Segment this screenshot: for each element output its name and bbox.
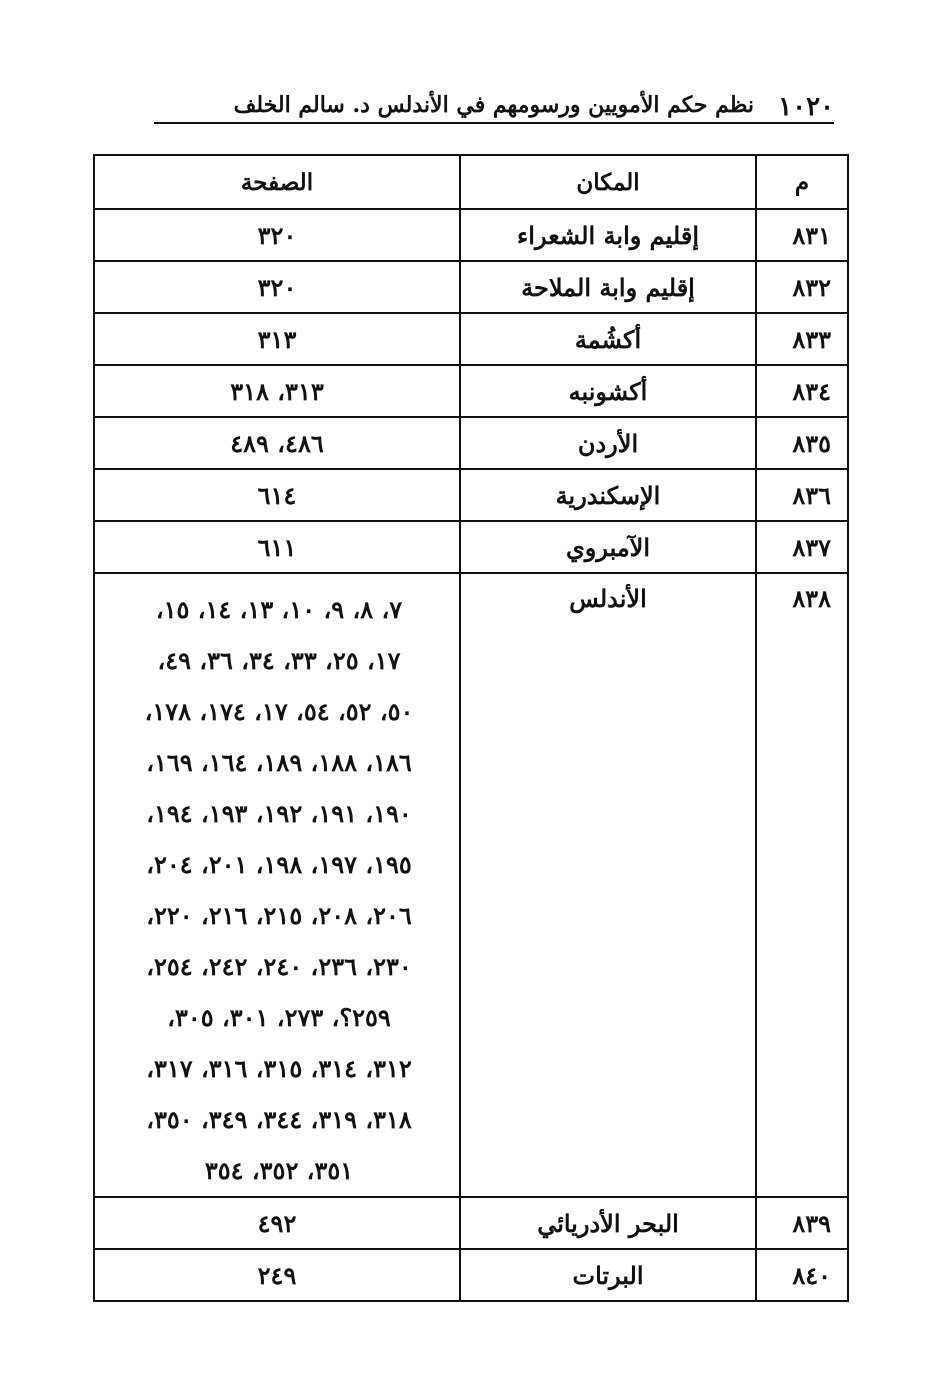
page-refs-line: ٥٠، ٥٢، ٥٤، ١٧، ١٧٤، ١٧٨، [144,697,414,726]
place-name: أكشُمة [460,313,756,365]
page-refs: ٦١١ [94,521,460,573]
column-header-place: المكان [460,155,756,209]
page-refs: ٣٢٠ [94,209,460,261]
table-row [94,313,848,365]
page-refs: ٣١٣، ٣١٨ [94,365,460,417]
page-refs: ٤٨٦، ٤٨٩ [94,417,460,469]
place-name: أكشونبه [460,365,756,417]
page-refs: ٣١٣ [94,313,460,365]
page-refs: ٦١٤ [94,469,460,521]
row-number: ٨٣٢ [756,261,848,313]
page-refs-line: ٢٥٩؟، ٢٧٣، ٣٠١، ٣٠٥، [167,1003,391,1032]
page-number: ١٠٢٠ [778,92,834,122]
page-refs-line: ٧، ٨، ٩، ١٠، ١٣، ١٤، ١٥، [155,595,403,624]
place-name: إقليم وابة الملاحة [460,261,756,313]
table-header-row [94,155,848,209]
places-index-table [93,154,849,1302]
row-number: ٨٣٤ [756,365,848,417]
row-number: ٨٤٠ [756,1249,848,1301]
row-number: ٨٣٩ [756,1197,848,1249]
place-name: البرتات [460,1249,756,1301]
page-refs-line: ٢٣٠، ٢٣٦، ٢٤٠، ٢٤٢، ٢٥٤، [146,952,412,981]
table-row [94,365,848,417]
table-row [94,1249,848,1301]
row-number: ٨٣٨ [756,573,848,1197]
page-refs-line: ١٩٠، ١٩١، ١٩٢، ١٩٣، ١٩٤، [146,799,412,828]
page-refs-line: ٣١٢، ٣١٤، ٣١٥، ٣١٦، ٣١٧، [146,1054,412,1083]
place-name: إقليم وابة الشعراء [460,209,756,261]
table-row [94,1197,848,1249]
page-refs: ٤٩٢ [94,1197,460,1249]
page-refs-line: ١٨٦، ١٨٨، ١٨٩، ١٦٤، ١٦٩، [146,748,412,777]
place-name: الإسكندرية [460,469,756,521]
book-title: نظم حكم الأمويين ورسومهم في الأندلس د. سالم الخلف [233,92,754,118]
page-refs-line: ٣٥١، ٣٥٢، ٣٥٤ [204,1156,354,1185]
table-row [94,521,848,573]
page-refs-line: ٣١٨، ٣١٩، ٣٤٤، ٣٤٩، ٣٥٠، [146,1105,412,1134]
table-row [94,469,848,521]
column-header-pages: الصفحة [94,155,460,209]
row-number: ٨٣٥ [756,417,848,469]
page-refs: ٣٢٠ [94,261,460,313]
place-name: الأردن [460,417,756,469]
place-name: الآمبروي [460,521,756,573]
table-row [94,573,848,1197]
place-name: البحر الأدريائي [460,1197,756,1249]
page-refs-list [105,584,449,1196]
column-header-number: م [756,155,848,209]
row-number: ٨٣٦ [756,469,848,521]
running-header [154,86,834,124]
place-name: الأندلس [460,573,756,1197]
page-refs [94,573,460,1197]
table-row [94,261,848,313]
page-refs-line: ١٧، ٢٥، ٣٣، ٣٤، ٣٦، ٤٩، [157,646,401,675]
page-refs-line: ٢٠٦، ٢٠٨، ٢١٥، ٢١٦، ٢٢٠، [146,901,412,930]
table-row [94,209,848,261]
page-refs-line: ١٩٥، ١٩٧، ١٩٨، ٢٠١، ٢٠٤، [146,850,412,879]
row-number: ٨٣٧ [756,521,848,573]
page-refs: ٢٤٩ [94,1249,460,1301]
table-row [94,417,848,469]
row-number: ٨٣١ [756,209,848,261]
row-number: ٨٣٣ [756,313,848,365]
